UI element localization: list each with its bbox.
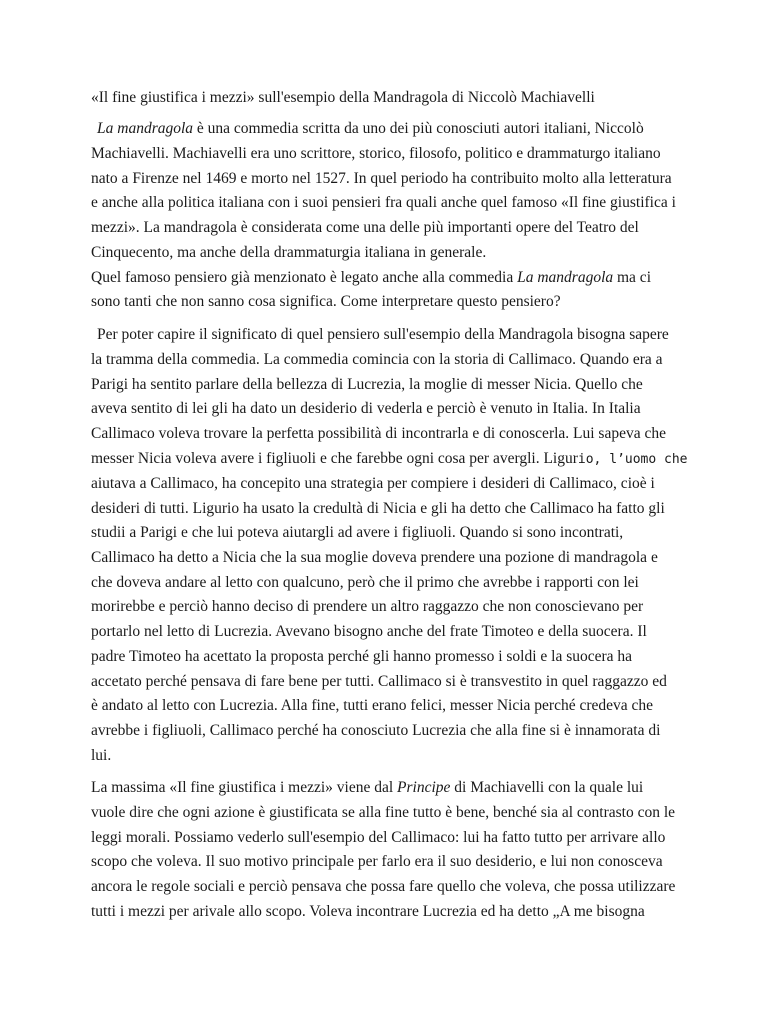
- paragraph-3-line-2: vuole dire che ogni azione è giustificata se alla fine tutto è bene, benché sia al contrasto con le: [91, 804, 676, 821]
- paragraph-1-line-5: mezzi». La mandragola è considerata come una delle più importanti opere del Teatro del: [91, 219, 639, 236]
- paragraph-1-line-2: Machiavelli. Machiavelli era uno scrittore, storico, filosofo, politico e drammaturgo italiano: [91, 145, 661, 162]
- text-span: Quel famoso pensiero già menzionato è legato anche alla commedia: [91, 269, 518, 286]
- paragraph-1-line-3: nato a Firenze nel 1469 e morto nel 1527. In quel periodo ha contribuito molto alla letteratura: [91, 170, 672, 187]
- paragraph-2-line-9: studii a Parigi e che lui poteva aiutargli ad avere i figliuoli. Quando si sono incontrati,: [91, 524, 624, 541]
- paragraph-2-line-3: Parigi ha sentito parlare della bellezza di Lucrezia, la moglie di messer Nicia. Quello che: [91, 376, 643, 393]
- paragraph-1-line-7: [91, 269, 651, 287]
- text-span: messer Nicia voleva avere i figliuoli e che farebbe ogni cosa per avergli. Ligur: [91, 450, 578, 467]
- paragraph-2-line-13: portarlo nel letto di Lucrezia. Avevano bisogno anche del frate Timoteo e della suocera. Il: [91, 623, 647, 640]
- paragraph-3-line-3: leggi morali. Possiamo vederlo sull'esempio del Callimaco: lui ha fatto tutto per arrivare allo: [91, 829, 666, 846]
- monospace-text-span: io, l’uomo che: [577, 452, 688, 467]
- paragraph-1-line-8: sono tanti che non sanno cosa significa. Come interpretare questo pensiero?: [91, 293, 561, 310]
- paragraph-2-line-1: Per poter capire il significato di quel pensiero sull'esempio della Mandragola bisogna sapere: [97, 326, 669, 343]
- paragraph-3-line-6: tutti i mezzi per arivale allo scopo. Voleva incontrare Lucrezia ed ha detto „A me bisogna: [91, 903, 645, 920]
- paragraph-2-line-4: aveva sentito di lei gli ha dato un desiderio di vederla e perciò è venuto in Italia. In Italia: [91, 400, 641, 417]
- paragraph-1-line-6: Cinquecento, ma anche della drammaturgia italiana in generale.: [91, 244, 487, 261]
- paragraph-2-line-10: Callimaco ha detto a Nicia che la sua moglie doveva prendere una pozione di mandragola e: [91, 549, 658, 566]
- paragraph-2-line-16: è andato al letto con Lucrezia. Alla fine, tutti erano felici, messer Nicia perché credeva che: [91, 697, 654, 714]
- paragraph-2-line-12: morirebbe e perciò hanno deciso di prendere un altro raggazzo che non conoscievano per: [91, 598, 644, 615]
- paragraph-2-line-2: la tramma della commedia. La commedia comincia con la storia di Callimaco. Quando era a: [91, 351, 663, 368]
- italic-work-title: La mandragola: [517, 269, 614, 286]
- paragraph-2-line-5: Callimaco voleva trovare la perfetta possibilità di incontrarla e di conoscerla. Lui sapeva che: [91, 425, 666, 442]
- paragraph-3-line-1: [91, 779, 643, 797]
- paragraph-3-line-4: scopo che voleva. Il suo motivo principale per farlo era il suo desiderio, e lui non conosceva: [91, 853, 663, 870]
- text-span: ma ci: [613, 269, 651, 286]
- paragraph-2-line-8: desideri di tutti. Ligurio ha usato la credultà di Nicia e gli ha detto che Callimaco ha fatto gli: [91, 500, 665, 517]
- text-span: di Machiavelli con la quale lui: [450, 779, 644, 796]
- paragraph-2-line-6: [91, 450, 687, 469]
- italic-work-title: La mandragola: [97, 120, 194, 137]
- paragraph-2-line-17: avrebbe i figliuoli, Callimaco perché ha conosciuto Lucrezia che alla fine si è innamorata di: [91, 722, 661, 739]
- text-span: è una commedia scritta da uno dei più conosciuti autori italiani, Niccolò: [193, 120, 644, 137]
- paragraph-2-line-11: che doveva andare al letto con qualcuno, però che il primo che avrebbe i rapporti con lei: [91, 574, 639, 591]
- text-span: La massima «Il fine giustifica i mezzi» viene dal: [91, 779, 398, 796]
- italic-work-title: Principe: [397, 779, 451, 796]
- paragraph-2-line-15: accetato perché pensava di fare bene per tutti. Callimaco si è transvestito in quel raggazzo ed: [91, 673, 667, 690]
- paragraph-2-line-18: lui.: [91, 747, 112, 764]
- paragraph-1-line-4: e anche alla politica italiana con i suoi pensieri fra quali anche quel famoso «Il fine giustifica i: [91, 194, 676, 211]
- paragraph-2-line-7: aiutava a Callimaco, ha concepito una strategia per compiere i desideri di Callimaco, cioè i: [91, 475, 655, 492]
- paragraph-3-line-5: ancora le regole sociali e perciò pensava che possa fare quello che voleva, che possa utilizzare: [91, 878, 676, 895]
- paragraph-2-line-14: padre Timoteo ha acettato la proposta perché gli hanno promesso i soldi e la suocera ha: [91, 648, 633, 665]
- document-title: «Il fine giustifica i mezzi» sull'esempio della Mandragola di Niccolò Machiavelli: [91, 89, 595, 106]
- paragraph-1-line-1: [97, 120, 644, 138]
